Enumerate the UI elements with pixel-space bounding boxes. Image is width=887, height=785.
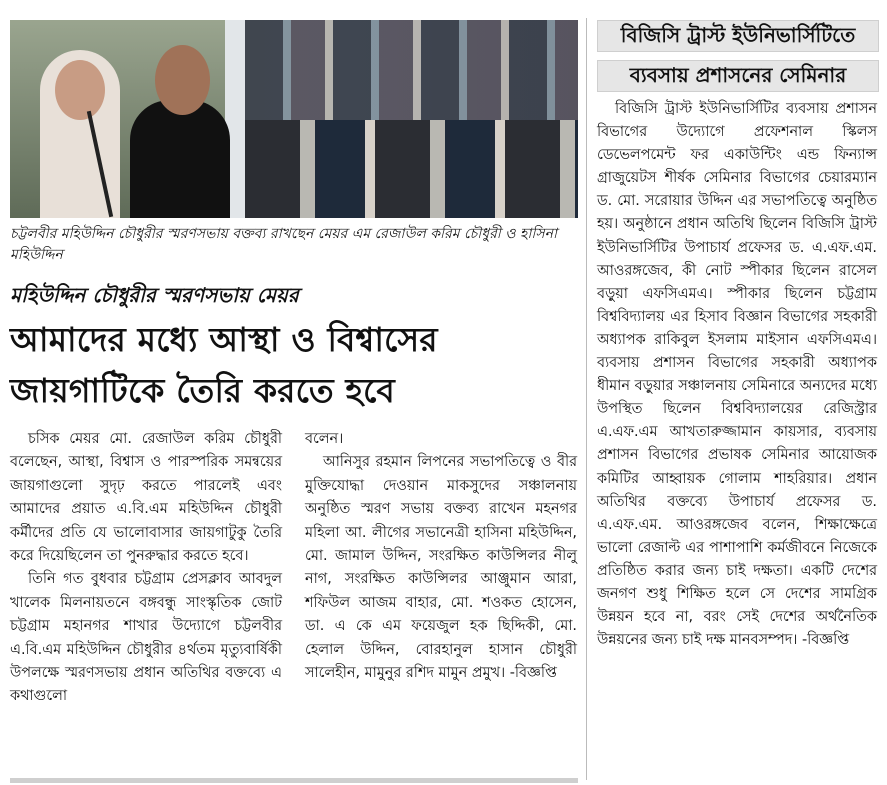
- article-paragraph: আনিসুর রহমান লিপনের সভাপতিত্বে ও বীর মুক্তিযোদ্ধা দেওয়ান মাকসুদের সঞ্চালনায় অনুষ্ঠিত স্মরণ সভায় বক্তব্য রাখেন মহনগর মহিলা আ. লীগের সভানেত্রী হাসিনা মহিউদ্দিন, মো. জামাল উদ্দিন, সংরক্ষিত কাউন্সিলর নীলু নাগ, সংরক্ষিত কাউন্সিলর আঞ্জুমান আরা, শফিউল আজম বাহার, মো. শওকত হোসেন, ডা. এ কে এম ফয়েজুল হক ছিদ্দিকী, মো. হেলাল উদ্দিন, বোরহানুল হাসান চৌধুরী সালেহীন, মামুনুর রশিদ মামুন প্রমুখ। -বিজ্ঞপ্তি: [305, 454, 577, 682]
- photo-caption: চট্টলবীর মহিউদ্দিন চৌধুরীর স্মরণসভায় বক্তব্য রাখছেন মেয়র এম রেজাউল করিম চৌধুরী ও হাসিনা মহিউদ্দিন: [10, 226, 558, 263]
- main-headline-line2: জায়গাটিকে তৈরি করতে হবে: [10, 371, 395, 410]
- headline-kicker: মহিউদ্দিন চৌধুরীর স্মরণসভায় মেয়র: [10, 283, 299, 307]
- article-paragraph: তিনি গত বুধবার চট্টগ্রাম প্রেসক্লাব আবদুল খালেক মিলনায়তনে বঙ্গবন্ধু সাংস্কৃতিক জোট চট্টগ্রাম মহানগর শাখার উদ্যোগে চট্টলবীর এ.বি.এম মহিউদ্দিন চৌধুরীর ৪র্থতম মৃত্যুবার্ষিকী উপলক্ষে স্মরণসভায় প্রধান অতিথির বক্তব্যে এ কথাগুলো: [10, 571, 282, 705]
- side-article-body: [597, 98, 877, 652]
- side-headline-line1: বিজিসি ট্রাস্ট ইউনিভার্সিটিতে: [597, 20, 879, 52]
- article-paragraph: চসিক মেয়র মো. রেজাউল করিম চৌধুরী বলেছেন, আস্থা, বিশ্বাস ও পারস্পরিক সমন্বয়ের জায়গাগুলো সুদৃঢ় করতে পারলেই এবং আমাদের প্রয়াত এ.বি.এম মহিউদ্দিন চৌধুরী কর্মীদের প্রতি যে ভালোবাসার জায়গাটুকু তৈরি করে দিয়েছিলেন তা পুনরুদ্ধার করতে হবে।: [10, 431, 282, 565]
- article-paragraph: বলেন।: [305, 431, 344, 447]
- news-photo: [10, 20, 578, 218]
- main-headline: [10, 314, 576, 416]
- bottom-rule: [10, 778, 578, 783]
- article-column-2: [305, 428, 577, 685]
- article-paragraph: বিজিসি ট্রাস্ট ইউনিভার্সিটির ব্যবসায় প্রশাসন বিভাগের উদ্যোগে প্রফেশনাল স্কিলস ডেভেলপমেন্ট ফর একাউন্টিং এন্ড ফিন্যান্স গ্রাজুয়েটস শীর্ষক সেমিনার বিভাগের চেয়ারম্যান ড. মো. সরোয়ার উদ্দিন এর সভাপতিত্বে অনুষ্ঠিত হয়। অনুষ্ঠানে প্রধান অতিথি ছিলেন বিজিসি ট্রাস্ট ইউনিভার্সিটির উপাচার্য প্রফেসর ড. এ.এফ.এম. আওরঙ্গজেব, কী নোট স্পীকার ছিলেন রাসেল বড়ুয়া এফসিএমএ। স্পীকার ছিলেন চট্টগ্রাম বিশ্ববিদ্যালয় এর হিসাব বিজ্ঞান বিভাগের সহকারী অধ্যাপক রাকিবুল ইসলাম মাইসান এফসিএমএ। ব্যবসায় প্রশাসন বিভাগের সহকারী অধ্যাপক ধীমান বড়ুয়ার সঞ্চালনায় সেমিনারে অন্যদের মধ্যে উপস্থিত ছিলেন বিশ্ববিদ্যালয়ের রেজিস্ট্রার এ.এফ.এম আখতারুজ্জামান কায়সার, ব্যবসায় প্রশাসন বিভাগের প্রভাষক সেমিনার আয়োজক কমিটির আহ্বায়ক গোলাম শাহরিয়ার। প্রধান অতিথির বক্তব্যে উপাচার্য প্রফেসর ড. এ.এফ.এম. আওরঙ্গজেব বলেন, শিক্ষাক্ষেত্রে ভালো রেজাল্ট এর পাশাপাশি কর্মজীবনে নিজেকে প্রতিষ্ঠিত করার জন্য চাই দক্ষতা। একটি দেশের জনগণ শুধু শিক্ষিত হলে সে দেশের সামগ্রিক উন্নয়ন হবে না, বরং সেই দেশের অর্থনৈতিক উন্নয়নের জন্য চাই দক্ষ মানবসম্পদ। -বিজ্ঞপ্তি: [597, 101, 877, 649]
- article-column-1: [10, 428, 282, 709]
- main-headline-line1: আমাদের মধ্যে আস্থা ও বিশ্বাসের: [10, 320, 438, 359]
- column-divider: [586, 18, 587, 780]
- side-headline-line2: ব্যবসায় প্রশাসনের সেমিনার: [597, 60, 879, 92]
